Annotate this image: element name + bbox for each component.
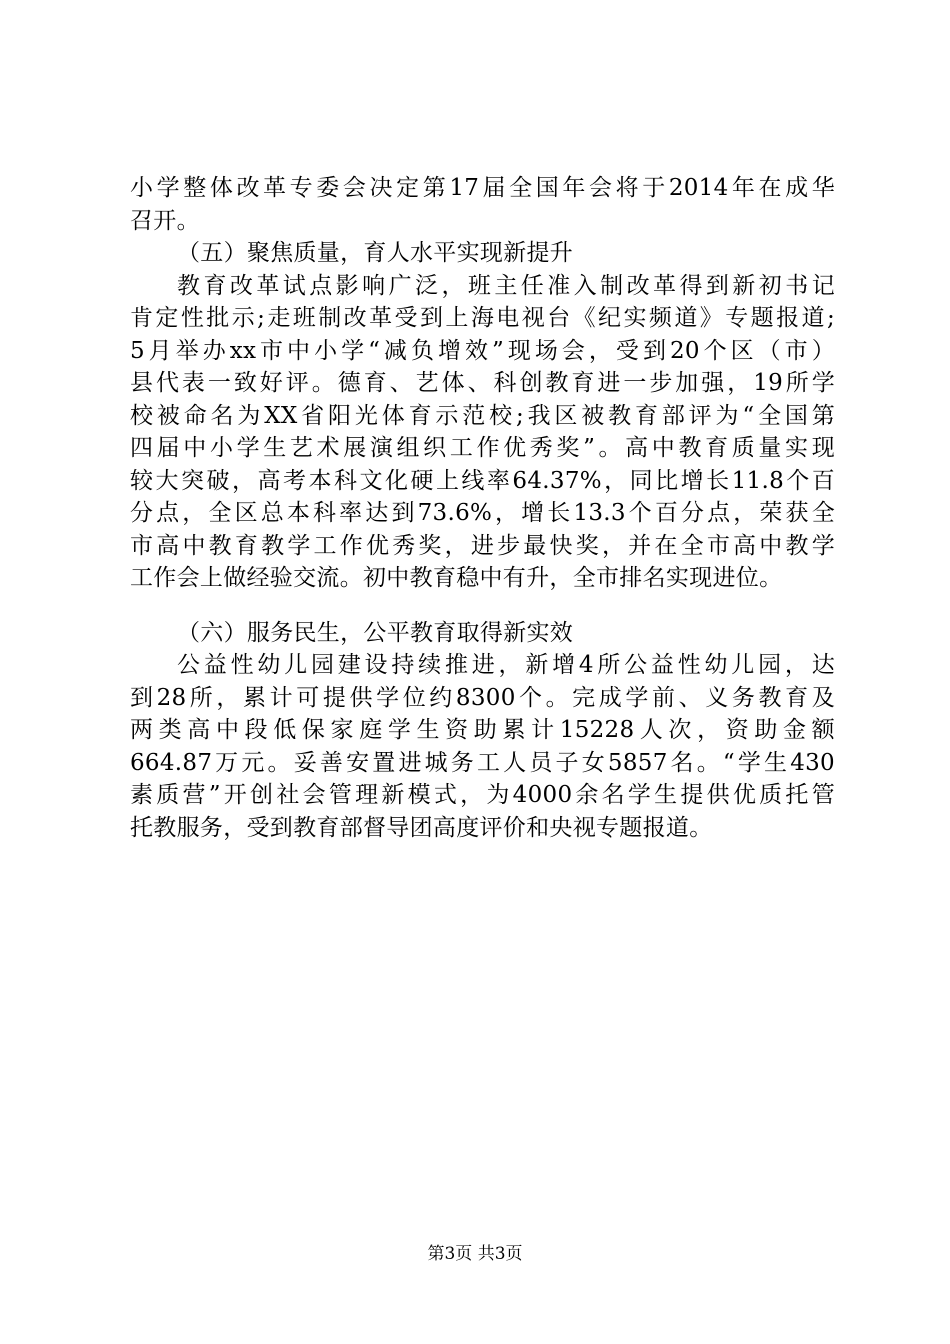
paragraph-line: 四届中小学生艺术展演组织工作优秀奖”。高中教育质量实现 [130,435,835,461]
body-paragraph [130,270,835,595]
paragraph-line: 较大突破，高考本科文化硬上线率64.37%，同比增长11.8个百 [130,467,835,494]
section-heading: （六）服务民生，公平教育取得新实效 [177,619,574,646]
paragraph-line: 小学整体改革专委会决定第17届全国年会将于2014年在成华 [130,175,835,201]
paragraph-line: 分点，全区总本科率达到73.6%，增长13.3个百分点，荣获全 [130,500,835,526]
paragraph-line: 两类高中段低保家庭学生资助累计15228人次，资助金额 [130,717,835,743]
paragraph-line: 校被命名为XX省阳光体育示范校;我区被教育部评为“全国第 [130,402,835,429]
body-paragraph [130,649,835,844]
paragraph-line: 工作会上做经验交流。初中教育稳中有升，全市排名实现进位。 [130,565,783,591]
paragraph-line: 公益性幼儿园建设持续推进，新增4所公益性幼儿园，达 [177,652,835,678]
paragraph-line: 召开。 [130,207,200,234]
paragraph-line: 市高中教育教学工作优秀奖，进步最快奖，并在全市高中教学 [130,532,835,559]
paragraph-line: 5月举办xx市中小学“减负增效”现场会，受到20个区（市） [130,337,835,364]
paragraph-line: 素质营”开创社会管理新模式，为4000余名学生提供优质托管 [130,782,835,808]
document-body [130,172,835,844]
page-footer: 第3页 共3页 [427,1244,523,1264]
paragraph-line: 教育改革试点影响广泛，班主任准入制改革得到新初书记 [177,272,835,299]
paragraph-line: 到28所，累计可提供学位约8300个。完成学前、义务教育及 [130,684,835,711]
section-heading: （五）聚焦质量，育人水平实现新提升 [177,240,574,266]
body-paragraph [130,172,835,237]
paragraph-line: 县代表一致好评。德育、艺体、科创教育进一步加强，19所学 [130,370,835,396]
paragraph-line: 肯定性批示;走班制改革受到上海电视台《纪实频道》专题报道; [130,305,835,331]
paragraph-gap [130,595,835,617]
paragraph-line: 托教服务，受到教育部督导团高度评价和央视专题报道。 [130,814,713,841]
paragraph-line: 664.87万元。妥善安置进城务工人员子女5857名。“学生430 [130,749,835,776]
